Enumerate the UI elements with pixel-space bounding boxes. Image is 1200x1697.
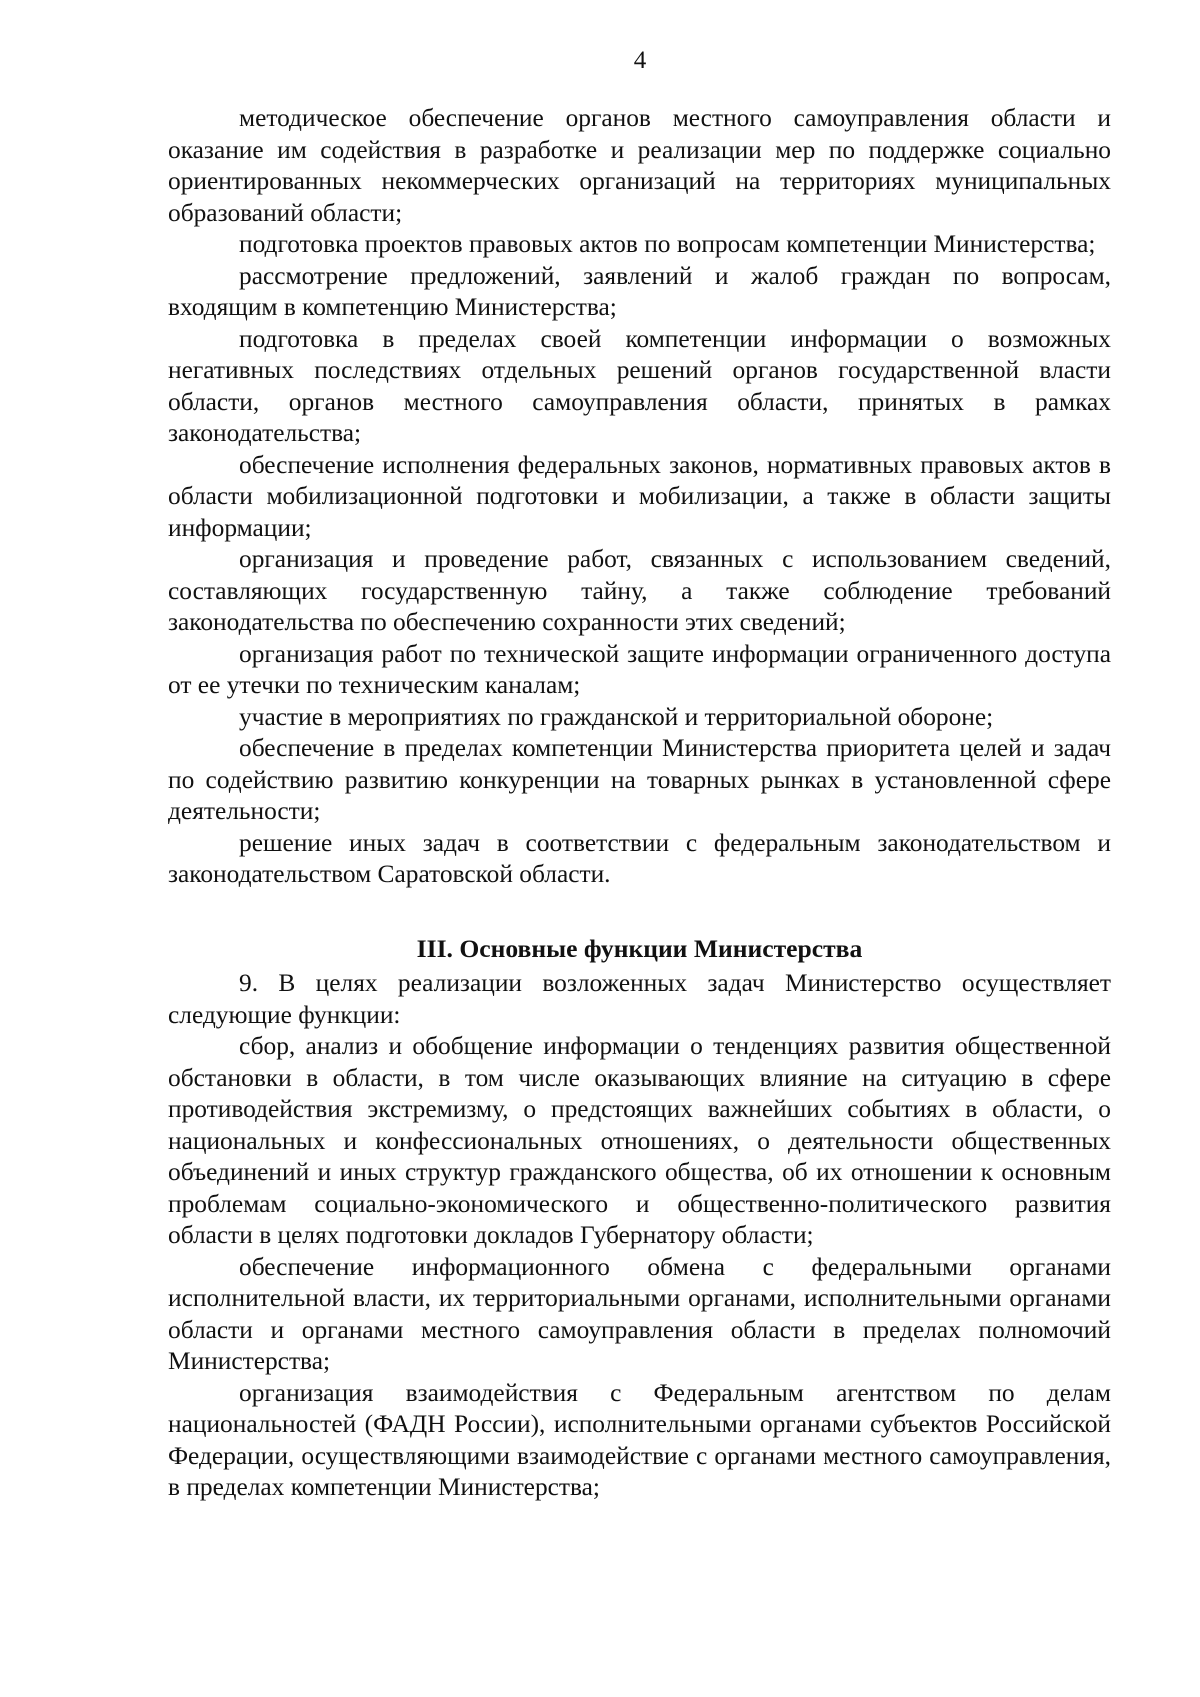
page-number: 4 bbox=[633, 47, 647, 74]
paragraph: подготовка проектов правовых актов по вопросам компетенции Министерства; bbox=[239, 230, 1096, 258]
paragraph: 9. В целях реализации возложенных задач Министерство осуществляет следующие функции: bbox=[168, 969, 1111, 1029]
paragraph: обеспечение в пределах компетенции Министерства приоритета целей и задач по содействию развитию конкуренции на товарных рынках в установленной сфере деятельности; bbox=[168, 734, 1111, 825]
paragraph: обеспечение информационного обмена с федеральными органами исполнительной власти, их территориальными органами, исполнительными органами области и органами местного самоуправления области в пределах полномочий Министерства; bbox=[168, 1252, 1111, 1375]
paragraph: подготовка в пределах своей компетенции информации о возможных негативных последствиях отдельных решений органов государственной власти области, органов местного самоуправления области, принятых в рамках законодательства; bbox=[168, 324, 1111, 447]
paragraph: решение иных задач в соответствии с федеральным законодательством и законодательством Саратовской области. bbox=[168, 828, 1111, 888]
paragraph: методическое обеспечение органов местного самоуправления области и оказание им содействия в разработке и реализации мер по поддержке социально ориентированных некоммерческих организаций на территориях муниципальных образований области; bbox=[168, 104, 1111, 227]
paragraph: сбор, анализ и обобщение информации о тенденциях развития общественной обстановки в области, в том числе оказывающих влияние на ситуацию в сфере противодействия экстремизму, о предстоящих важнейших событиях в области, о национальных и конфессиональных отношениях, о деятельности общественных объединений и иных структур гражданского общества, об их отношении к основным проблемам социально-экономического и общественно-политического развития области в целях подготовки докладов Губернатору области; bbox=[168, 1032, 1111, 1249]
paragraph: рассмотрение предложений, заявлений и жалоб граждан по вопросам, входящим в компетенцию Министерства; bbox=[168, 261, 1111, 321]
paragraph: участие в мероприятиях по гражданской и территориальной обороне; bbox=[239, 702, 994, 731]
paragraph: организация и проведение работ, связанных с использованием сведений, составляющих государственную тайну, а также соблюдение требований законодательства по обеспечению сохранности этих сведений; bbox=[168, 545, 1111, 636]
paragraph: организация взаимодействия с Федеральным агентством по делам национальностей (ФАДН России), исполнительными органами субъектов Российской Федерации, осуществляющими взаимодействие с органами местного самоуправления, в пределах компетенции Министерства; bbox=[168, 1378, 1111, 1501]
section-heading: III. Основные функции Министерства bbox=[416, 933, 863, 963]
document-body bbox=[168, 103, 1111, 1504]
paragraph: организация работ по технической защите информации ограниченного доступа от ее утечки по техническим каналам; bbox=[168, 639, 1111, 699]
paragraph: обеспечение исполнения федеральных законов, нормативных правовых актов в области мобилизационной подготовки и мобилизации, а также в области защиты информации; bbox=[168, 450, 1111, 542]
